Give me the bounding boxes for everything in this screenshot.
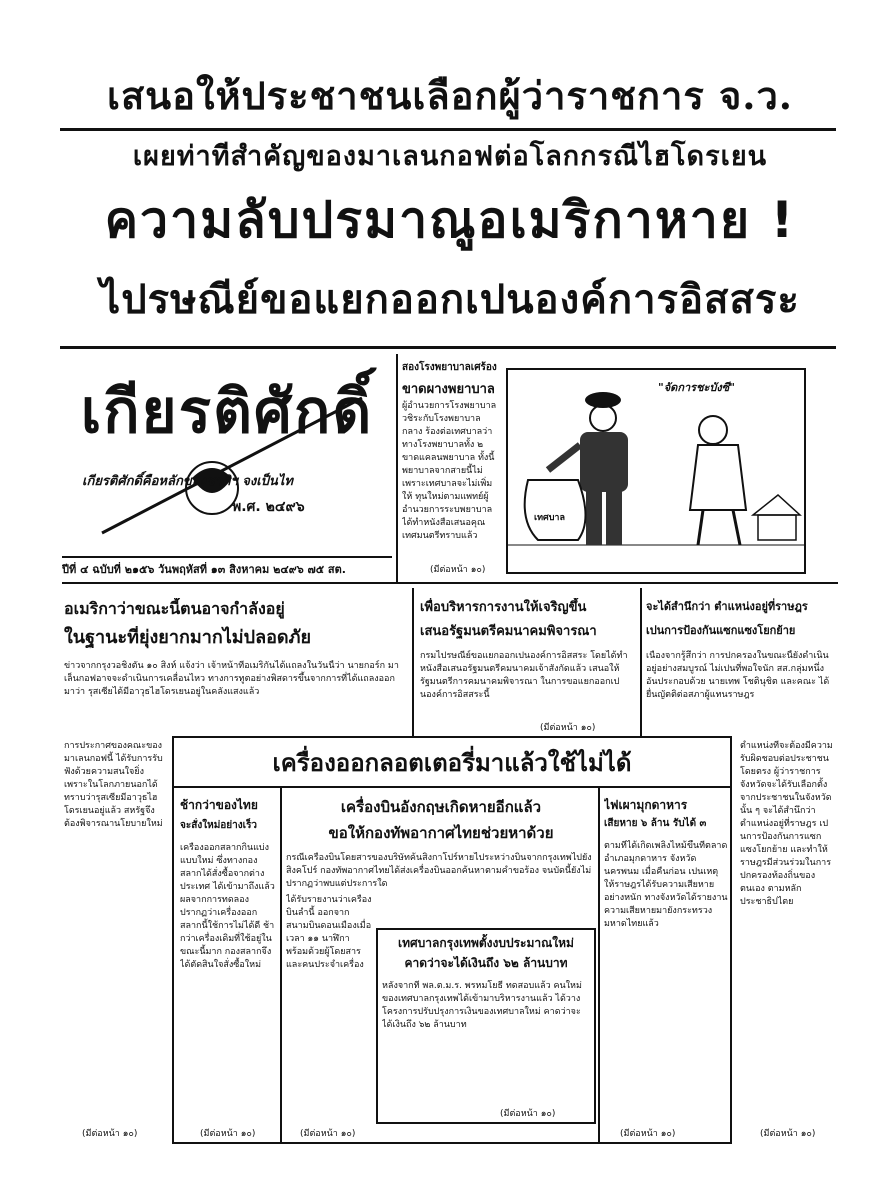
cartoon-bag-label: เทศบาล: [534, 513, 566, 523]
budget-headline-1: เทศบาลกรุงเทพตั้งงบประมาณใหม่: [398, 936, 574, 950]
right-column-body: ตำแหน่งที่จะต้องมีความรับผิดชอบต่อประชาชนโดยตรง ผู้ว่าราชการจังหวัดจะได้รับเลือกตั้งจากประชาชนในจังหวัดนั้น ๆ จะได้สำนึกว่าตำแหน่งอยู่ที่ราษฎร เปนการป้องกันการแซกแซงโยกย้าย และทำให้ราษฎรมีส่วนร่วมในการปกครองท้องถิ่นของตนเอง ตามหลักประชาธิปไตย: [740, 741, 833, 907]
fire-headline-2: เสียหาย ๖ ล้าน รับได้ ๓: [604, 818, 707, 829]
america-body: ข่าวจากกรุงวอชิงตัน ๑๐ สิงห์ แจ้งว่า เจ้าหน้าที่อเมริกันได้แถลงในวันนี้ว่า นายกอร์ก มาเล็นกอฟอาจจะดำเนินการเคลื่อนไหว ทางการทูตอย่างพิสดารขึ้นจากการที่ได้แถลงออกมาว่า รุสเซียได้มีอาวุธไฮโดรเยนอยู่ในคลังแสงแล้ว: [64, 661, 399, 697]
column-divider: [640, 588, 642, 736]
masthead-year: พ.ศ. ๒๔๙๖: [232, 499, 305, 515]
lottery-body: เครื่องออกสลากกินแบ่งแบบใหม่ ซึ่งทางกองสลากได้สั่งซื้อจากต่างประเทศ ได้เข้ามาถึงแล้ว ผลจากการทดลองปรากฏว่าเครื่องออกสลากนี้ใช้การไม่ได้ดี ช้ากว่าเครื่องเดิมที่ใช้อยู่ในขณะนี้มาก กองสลากจึงได้ตัดสินใจสั่งซื้อใหม่: [180, 843, 275, 970]
column-divider: [396, 354, 398, 582]
america-title-2: ในฐานะที่ยุ่งยากมากไม่ปลอดภัย: [64, 627, 312, 648]
cartoon-illustration: [508, 370, 804, 572]
right-column-continued: (มีต่อหน้า ๑๐): [760, 1129, 816, 1139]
governor-title-1: จะได้สำนึกว่า ตำแหน่งอยู่ที่ราษฎร: [646, 600, 808, 613]
left-column-continued: (มีต่อหน้า ๑๐): [82, 1129, 138, 1139]
left-column-body: การประกาศของคณะของมาเลนกอฟนี้ ได้รับการรับฟังด้วยความสนใจยิ่ง เพราะในโลกภายนอกได้ทราบว่ารุสเซียมีอาวุธไฮโดรเยนอยู่แล้ว สหรัฐจึงต้องพิจารณานโยบายใหม่: [64, 741, 163, 829]
reform-body: กรมไปรษณีย์ขอแยกออกเปนองค์การอิสสระ โดยได้ทำหนังสือเสนอรัฐมนตรีคมนาคมเจ้าสังกัดแล้ว เสนอให้รัฐมนตรีการคมนาคมพิจารณา ในการขอแยกออกเปนองค์การอิสสระนี้: [420, 651, 628, 700]
divider: [62, 556, 392, 558]
governor-title-2: เปนการป้องกันแซกแซงโยกย้าย: [646, 624, 796, 637]
headline-3: ความลับปรมาณูอเมริกาหาย !: [104, 191, 796, 249]
sword-emblem-icon: [62, 358, 392, 558]
hospital-body: ผู้อำนวยการโรงพยาบาลวชิระกับโรงพยาบาลกลาง ร้องต่อเทศบาลว่า ทางโรงพยาบาลทั้ง ๒ ขาดแคลนพยาบาล ทั้งนี้ พยาบาลจากสายนี้ไม่เพราะเทศบาลจะไม่เพิ่มให้ ทุนใหม่ตามแพทย์ผู้อำนวยการระบพยาบาลได้ทำหนังสือเสนอคุณเทศมนตรีทราบแล้ว: [402, 401, 497, 541]
divider: [62, 582, 838, 584]
divider: [60, 128, 836, 131]
governor-body: เนื่องจากรู้สึกว่า การปกครองในขณะนี้ยังดำเนินอยู่อย่างสมบูรณ์ ไม่เปนที่พอใจนัก สส.กลุ่มหนึ่ง อันประกอบด้วย นายเทพ โชตินุชิต และคณะ ได้ยื่นญัตติต่อสภาผู้แทนราษฎร: [646, 651, 830, 700]
cartoon-frame: [506, 368, 806, 574]
issue-line: ปีที่ ๔ ฉบับที่ ๒๑๕๖ วันพฤหัสที่ ๑๓ สิงหาคม ๒๔๙๖ ๗๕ สต.: [62, 563, 346, 576]
airplane-body: กรณีเครื่องบินโดยสารของบริษัทค้นสิงกาโปร์หายไประหว่างบินจากกรุงเทพไปยังสิงคโปร์ กองทัพอากาศไทยได้ส่งเครื่องบินออกค้นหาตามคำขอร้อง จนบัดนี้ยังไม่ปรากฏว่าพบแต่ประการใด: [286, 853, 592, 889]
column-divider: [412, 588, 414, 736]
budget-continued: (มีต่อหน้า ๑๐): [500, 1109, 556, 1119]
divider: [60, 346, 836, 349]
hospital-kicker: สองโรงพยาบาลเศร้อง: [402, 362, 497, 373]
lottery-subtitle-2: จะสั่งใหม่อย่างเร็ว: [180, 820, 258, 831]
america-title-1: อเมริกาว่าขณะนี้ตนอาจกำลังอยู่: [64, 599, 285, 618]
headline-1: เสนอให้ประชาชนเลือกผู้ว่าราชการ จ.ว.: [106, 73, 794, 118]
hospital-title: ขาดผางพยาบาล: [402, 382, 495, 397]
reform-continued: (มีต่อหน้า ๑๐): [540, 723, 596, 733]
fire-headline-1: ไฟเผามุกดาหาร: [604, 798, 688, 812]
masthead-title: เกียรติศักดิ์: [80, 377, 374, 447]
reform-title-1: เพื่อบริหารการงานให้เจริญขึ้น: [420, 600, 587, 615]
cartoon-caption: "จัดการชะบังซี": [658, 381, 735, 394]
column-divider: [280, 788, 282, 1144]
fire-continued: (มีต่อหน้า ๑๐): [620, 1129, 676, 1139]
divider: [172, 786, 732, 788]
lottery-headline: เครื่องออกลอตเตอรี่มาแล้วใช้ไม่ได้: [272, 749, 632, 777]
hospital-continued: (มีต่อหน้า ๑๐): [430, 565, 486, 575]
headline-4: ไปรษณีย์ขอแยกออกเปนองค์การอิสสระ: [100, 276, 800, 323]
reform-title-2: เสนอรัฐมนตรีคมนาคมพิจารณา: [420, 624, 597, 639]
airplane-headline-1: เครื่องบินอังกฤษเกิดหายอีกแล้ว: [340, 798, 542, 816]
masthead: [62, 358, 392, 558]
airplane-continued: (มีต่อหน้า ๑๐): [300, 1129, 356, 1139]
lottery-continued: (มีต่อหน้า ๑๐): [200, 1129, 256, 1139]
headline-2: เผยท่าทีสำคัญของมาเลนกอฟต่อโลกกรณีไฮโดรเยน: [132, 141, 768, 172]
airplane-body-2: ได้รับรายงานว่าเครื่องบินลำนี้ ออกจากสนามบินดอนเมืองเมื่อเวลา ๑๑ นาฬิกา พร้อมด้วยผู้โดยสาร และคนประจำเครื่อง: [286, 895, 372, 970]
budget-headline-2: คาดว่าจะได้เงินถึง ๖๒ ล้านบาท: [404, 956, 568, 970]
column-divider: [598, 788, 600, 1144]
masthead-slogan: เกียรติศักดิ์คือหลักของชาติฯ จงเป็นไท: [82, 474, 293, 489]
budget-body: หลังจากที่ พล.ต.ม.ร. พรหมโยธี ทดสอบแล้ว คนใหม่ของเทศบาลกรุงเทพได้เข้ามาบริหารงานแล้ว ได้วางโครงการปรับปรุงการเงินของเทศบาลใหม่ คาดว่าจะได้เงินถึง ๖๒ ล้านบาท: [382, 981, 582, 1030]
fire-body: ตามที่ได้เกิดเพลิงไหม้ขึ้นที่ตลาดอำเภอมุกดาหาร จังหวัดนครพนม เมื่อคืนก่อน เปนเหตุให้ราษฎรได้รับความเสียหายอย่างหนัก ทางจังหวัดได้รายงานความเสียหายมายังกระทรวงมหาดไทยแล้ว: [604, 841, 728, 929]
lottery-subtitle: ช้ากว่าของไทย: [180, 798, 258, 812]
airplane-headline-2: ขอให้กองทัพอากาศไทยช่วยหาด้วย: [328, 824, 554, 842]
